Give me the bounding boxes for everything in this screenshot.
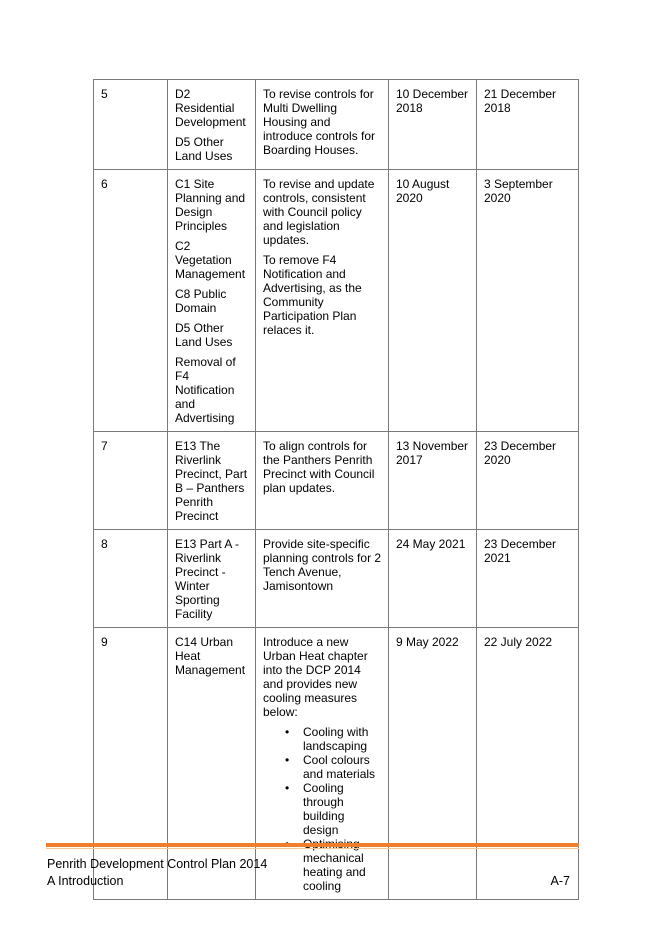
description-text: To revise controls for Multi Dwelling Housing and introduce controls for Boarding Houses.: [263, 87, 376, 157]
cooling-measures-list: [263, 725, 382, 893]
amendment-number: 9: [101, 635, 108, 649]
effective-date: 21 December 2018: [484, 87, 557, 115]
section-name: C14 Urban Heat Management: [175, 635, 246, 677]
effective-date-cell: [477, 530, 579, 628]
description-text: To align controls for the Panthers Penrith Precinct with Council plan updates.: [263, 439, 375, 495]
section-name: D5 Other Land Uses: [175, 135, 233, 163]
list-item: • Cooling through building design: [303, 781, 382, 837]
adopted-date-cell: [389, 432, 477, 530]
adopted-date: 10 December 2018: [396, 87, 469, 115]
effective-date-cell: [477, 628, 579, 900]
description-cell: [256, 432, 389, 530]
effective-date: 22 July 2022: [484, 635, 553, 649]
description-text: Introduce a new Urban Heat chapter into the DCP 2014 and provides new cooling measures below:: [263, 635, 368, 719]
adopted-date: 10 August 2020: [396, 177, 450, 205]
amendment-number-cell: [94, 170, 168, 432]
adopted-date-cell: [389, 530, 477, 628]
section-name: D5 Other Land Uses: [175, 321, 233, 349]
section-name: C1 Site Planning and Design Principles: [175, 177, 246, 233]
sections-cell: [168, 530, 256, 628]
amendments-table-body: [94, 80, 579, 900]
effective-date-cell: [477, 432, 579, 530]
adopted-date: 24 May 2021: [396, 537, 466, 551]
amendment-number: 7: [101, 439, 108, 453]
footer-rule-light: [46, 848, 579, 849]
table-row: [94, 80, 579, 170]
footer-page-number: A-7: [550, 874, 570, 888]
amendment-number: 5: [101, 87, 108, 101]
adopted-date-cell: [389, 628, 477, 900]
amendment-number-cell: [94, 432, 168, 530]
description-cell: [256, 170, 389, 432]
section-name: E13 Part A - Riverlink Precinct - Winter Sporting Facility: [175, 537, 240, 621]
amendment-number-cell: [94, 530, 168, 628]
description-text: Provide site-specific planning controls for 2 Tench Avenue, Jamisontown: [263, 537, 382, 593]
footer-section-name: A Introduction: [47, 874, 124, 888]
description-cell: [256, 530, 389, 628]
sections-cell: [168, 170, 256, 432]
amendment-number: 6: [101, 177, 108, 191]
section-name: C8 Public Domain: [175, 287, 227, 315]
effective-date: 3 September 2020: [484, 177, 553, 205]
effective-date-cell: [477, 80, 579, 170]
table-row: [94, 170, 579, 432]
amendment-number-cell: [94, 80, 168, 170]
table-row: [94, 432, 579, 530]
effective-date: 23 December 2020: [484, 439, 557, 467]
section-name: Removal of F4 Notification and Advertising: [175, 355, 236, 425]
adopted-date: 9 May 2022: [396, 635, 459, 649]
amendments-table: [93, 79, 579, 900]
list-item: • mechanical heating and cooling: [303, 837, 382, 893]
section-name: D2 Residential Development: [175, 87, 246, 129]
sections-cell: [168, 432, 256, 530]
description-text: To remove F4 Notification and Advertising, as the Community Participation Plan relaces it.: [263, 253, 362, 337]
adopted-date-cell: [389, 80, 477, 170]
description-cell: [256, 628, 389, 900]
section-name: C2 Vegetation Management: [175, 239, 246, 281]
adopted-date-cell: [389, 170, 477, 432]
footer-rule: [46, 843, 579, 847]
amendment-number: 8: [101, 537, 108, 551]
effective-date-cell: [477, 170, 579, 432]
sections-cell: [168, 80, 256, 170]
description-text: To revise and update controls, consistent with Council policy and legislation updates.: [263, 177, 375, 247]
effective-date: 23 December 2021: [484, 537, 557, 565]
adopted-date: 13 November 2017: [396, 439, 469, 467]
list-item: • Cooling with landscaping: [303, 725, 382, 753]
section-name: E13 The Riverlink Precinct, Part B – Panthers Penrith Precinct: [175, 439, 248, 523]
list-item: • Cool colours and materials: [303, 753, 382, 781]
description-cell: [256, 80, 389, 170]
footer-document-title: Penrith Development Control Plan 2014: [47, 857, 268, 871]
table-row: [94, 530, 579, 628]
